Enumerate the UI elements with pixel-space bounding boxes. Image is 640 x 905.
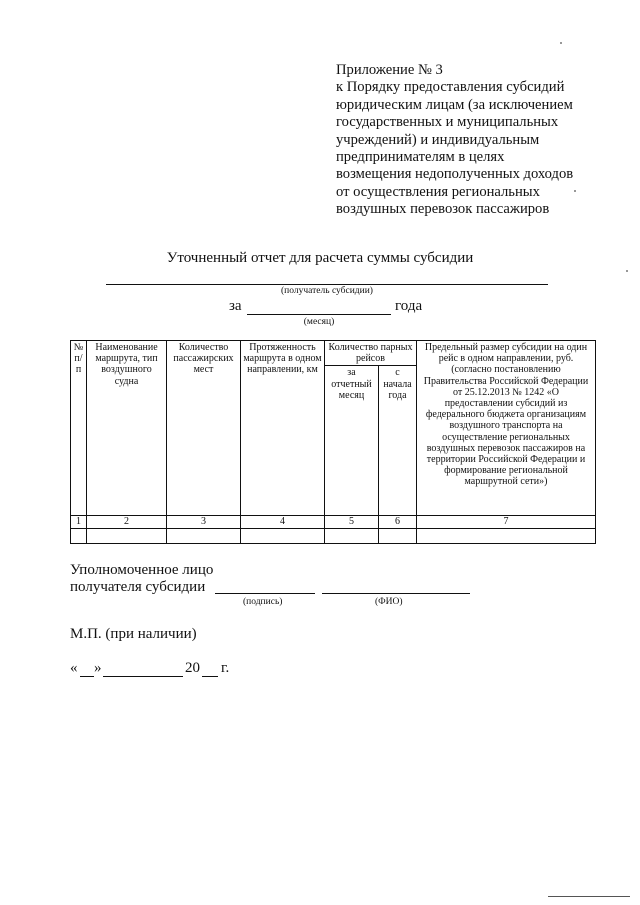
col-number: 7 <box>417 516 596 528</box>
table-cell[interactable] <box>241 528 325 543</box>
year-prefix: 20 <box>185 660 200 676</box>
appendix-line: от осуществления региональных <box>336 183 540 200</box>
year-line[interactable] <box>202 676 218 677</box>
appendix-line: учреждений) и индивидуальным <box>336 131 540 148</box>
goda-label: года <box>395 298 423 314</box>
signature-caption: (подпись) <box>243 597 283 607</box>
signature-line[interactable] <box>215 593 315 594</box>
month-caption: (месяц) <box>303 317 335 327</box>
header-distance: Протяженность маршрута в одном направлении, км <box>241 341 325 516</box>
col-number: 5 <box>325 516 379 528</box>
col-number: 3 <box>167 516 241 528</box>
name-line[interactable] <box>322 593 470 594</box>
appendix-line: предпринимателям в целях <box>336 149 505 166</box>
col-number: 2 <box>87 516 167 528</box>
table-cell[interactable] <box>379 528 417 543</box>
header-flights-group: Количество парных рейсов <box>325 341 417 366</box>
appendix-line: юридическим лицам (за исключением <box>336 96 573 113</box>
month-date-line[interactable] <box>103 676 183 677</box>
appendix-line: к Порядку предоставления субсидий <box>336 79 565 96</box>
scan-speck <box>626 270 628 272</box>
table-row <box>71 528 596 543</box>
col-number: 6 <box>379 516 417 528</box>
recipient-label: получателя субсидии <box>70 579 206 595</box>
col-number: 4 <box>241 516 325 528</box>
year-suffix: г. <box>221 660 230 676</box>
header-num: № п/п <box>71 341 87 516</box>
table-cell[interactable] <box>417 528 596 543</box>
header-subsidy-limit: Предельный размер субсидии на один рейс в одном направлении, руб. (согласно постановлению Правительства Российской Федерации от 25.12.2013 № 1242 «О предоставлении субсидий из федерального бюджета организациям воздушного транспорта на осуществление региональных воздушных перевозок пассажиров на территории Российской Федерации и формирование региональной маршрутной сети») <box>417 341 596 516</box>
recipient-line[interactable] <box>106 284 548 285</box>
report-table <box>70 340 596 544</box>
report-title: Уточненный отчет для расчета суммы субсидии <box>166 250 474 266</box>
header-year-flights: с начала года <box>379 366 417 516</box>
za-label: за <box>229 298 242 314</box>
appendix-header <box>336 62 626 219</box>
date-close-quote: » <box>94 660 102 676</box>
table-cell[interactable] <box>87 528 167 543</box>
recipient-caption: (получатель субсидии) <box>281 286 373 296</box>
col-number: 1 <box>71 516 87 528</box>
appendix-line: воздушных перевозок пассажиров <box>336 201 550 218</box>
header-seats: Количество пассажирских мест <box>167 341 241 516</box>
day-line[interactable] <box>80 676 94 677</box>
scan-edge-mark <box>548 896 630 897</box>
table-cell[interactable] <box>325 528 379 543</box>
appendix-line: возмещения недополученных доходов <box>336 166 574 183</box>
appendix-line: государственных и муниципальных <box>336 114 559 131</box>
appendix-line: Приложение № 3 <box>336 62 443 78</box>
date-open-quote: « <box>70 660 78 676</box>
name-caption: (ФИО) <box>375 597 403 607</box>
scan-speck <box>560 42 562 44</box>
header-route: Наименование маршрута, тип воздушного судна <box>87 341 167 516</box>
table-cell[interactable] <box>167 528 241 543</box>
stamp-label: М.П. (при наличии) <box>70 626 197 642</box>
table-cell[interactable] <box>71 528 87 543</box>
scan-speck <box>574 190 576 192</box>
month-line[interactable] <box>247 314 391 315</box>
header-month-flights: за отчетный месяц <box>325 366 379 516</box>
authorized-person-label: Уполномоченное лицо <box>70 562 214 578</box>
